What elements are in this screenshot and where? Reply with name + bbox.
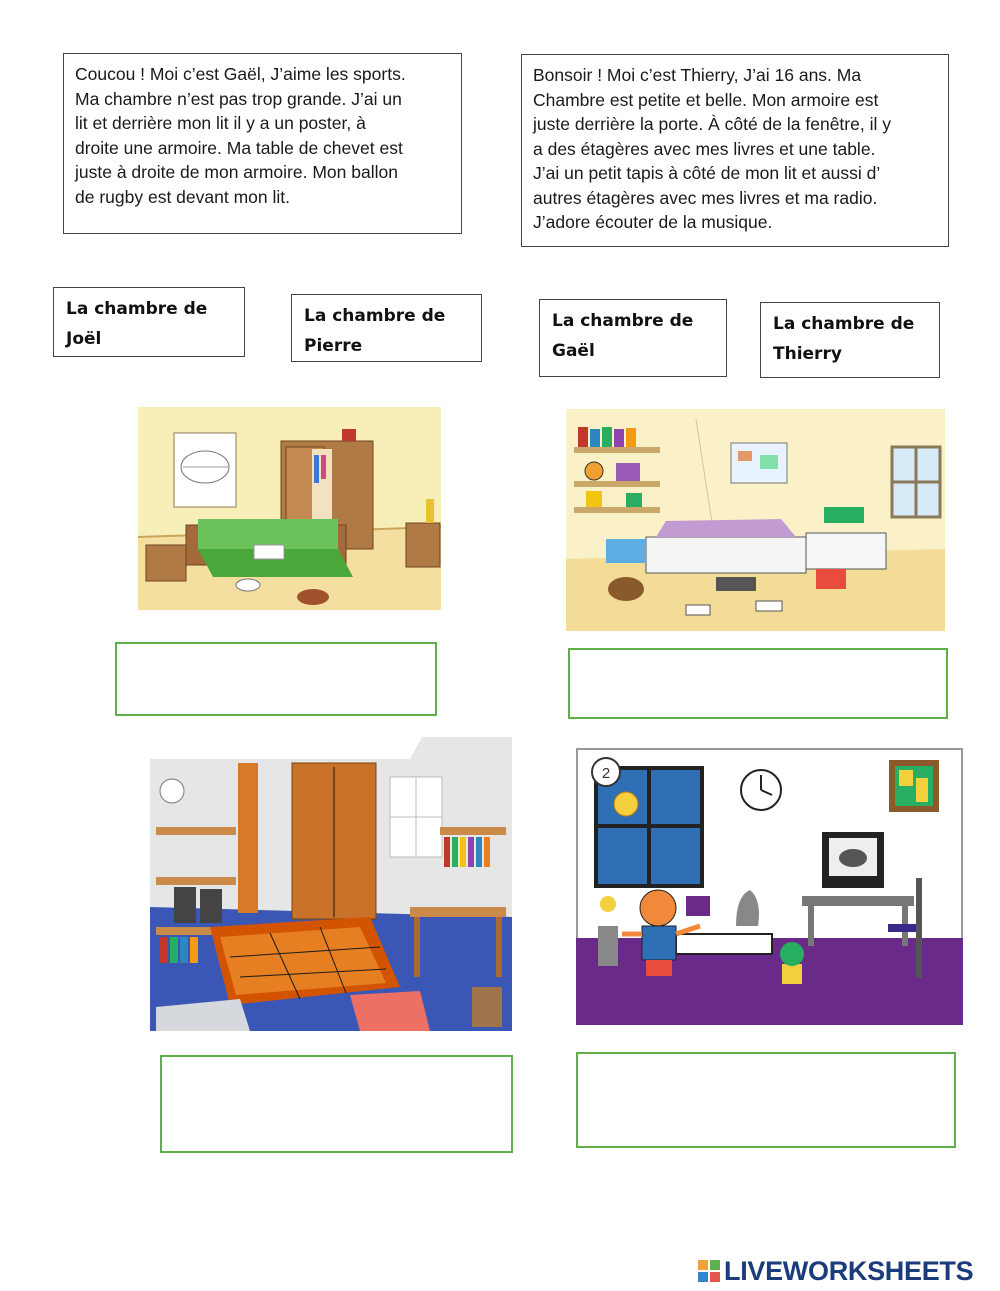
bedroom-picture-1 — [138, 407, 441, 610]
label-chambre-gael[interactable] — [539, 299, 727, 377]
description-line: juste à droite de mon armoire. Mon ballon — [75, 162, 398, 182]
description-box-thierry — [521, 54, 949, 247]
answer-box-3[interactable] — [160, 1055, 513, 1153]
liveworksheets-logo-icon — [698, 1260, 720, 1282]
description-line: lit et derrière mon lit il y a un poster, à — [75, 113, 366, 133]
bedroom-picture-4 — [576, 748, 963, 1025]
label-line: La chambre de — [66, 299, 208, 319]
description-line: droite une armoire. Ma table de chevet est — [75, 137, 403, 158]
logo-text: LIVEWORKSHEETS — [724, 1255, 974, 1286]
description-line: Bonsoir ! Moi c’est Thierry, J’ai 16 ans. Ma — [533, 65, 862, 85]
description-line: Chambre est petite et belle. Mon armoire est — [533, 89, 879, 110]
label-chambre-pierre[interactable] — [291, 294, 482, 362]
answer-box-2[interactable] — [568, 648, 948, 719]
answer-box-1[interactable] — [115, 642, 437, 716]
bedroom-picture-3 — [150, 737, 512, 1031]
label-chambre-thierry[interactable] — [760, 302, 940, 378]
label-line: La chambre de — [304, 306, 446, 326]
label-line: La chambre de — [552, 311, 694, 331]
label-line: Pierre — [304, 336, 363, 356]
answer-box-4[interactable] — [576, 1052, 956, 1148]
liveworksheets-logo — [698, 1256, 973, 1286]
description-line: juste derrière la porte. À côté de la fenêtre, il y — [533, 114, 891, 134]
bedroom-picture-2 — [566, 409, 945, 631]
description-line: a des étagères avec mes livres et une table. — [533, 138, 876, 159]
description-line: autres étagères avec mes livres et ma radio. — [533, 187, 878, 208]
description-line: de rugby est devant mon lit. — [75, 186, 290, 207]
label-line: La chambre de — [773, 314, 915, 334]
speech-bubble-number: 2 — [601, 765, 611, 782]
description-line: Coucou ! Moi c’est Gaël, J’aime les sports. — [75, 64, 406, 84]
label-line: Thierry — [773, 344, 842, 364]
description-line: Ma chambre n’est pas trop grande. J’ai un — [75, 88, 402, 109]
label-line: Gaël — [552, 341, 595, 361]
description-line: J’adore écouter de la musique. — [533, 212, 773, 232]
label-line: Joël — [66, 329, 102, 349]
description-line: J’ai un petit tapis à côté de mon lit et aussi d’ — [533, 163, 881, 183]
label-chambre-joel[interactable] — [53, 287, 245, 357]
description-box-gael — [63, 53, 462, 234]
